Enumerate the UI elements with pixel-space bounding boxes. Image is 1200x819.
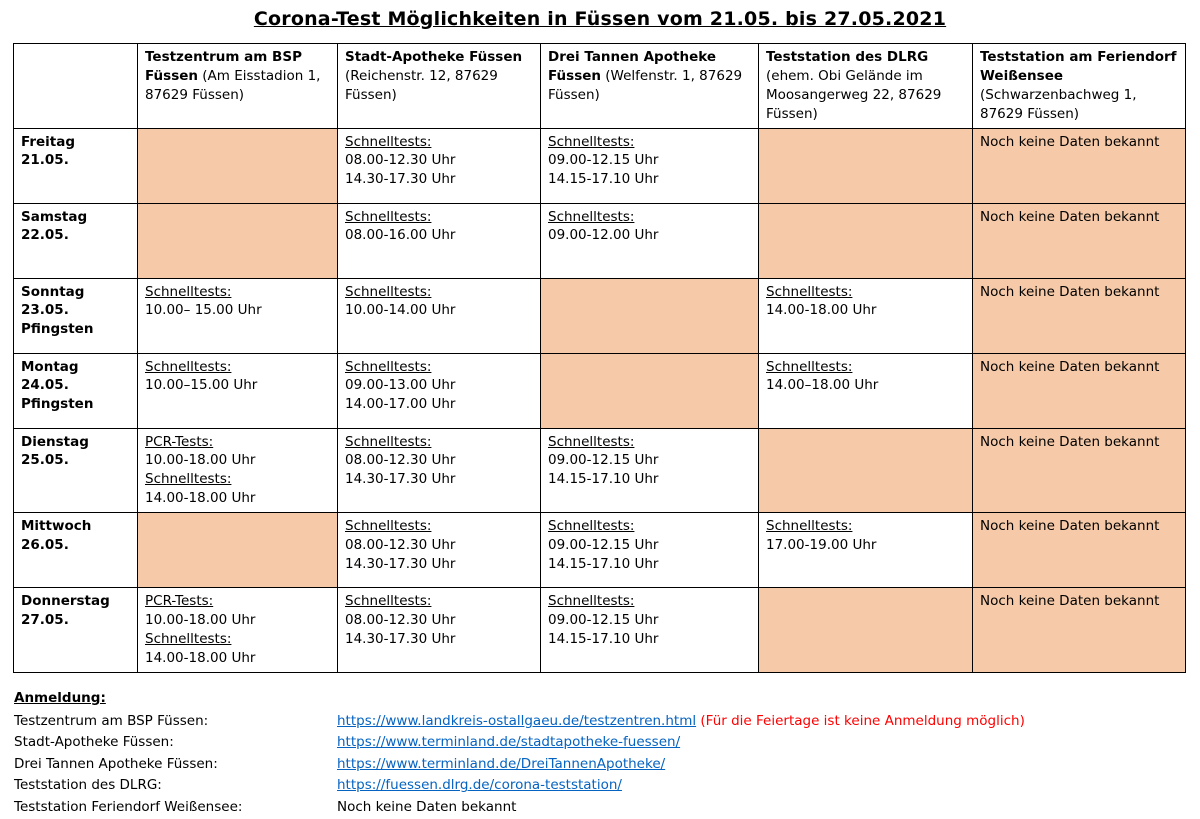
test-time-text: 09.00-12.15 Uhr [548,452,659,469]
schedule-cell [338,428,541,513]
day-label-line: Donnerstag [21,593,110,610]
test-time-text: 14.00-18.00 Uhr [145,649,256,666]
registration-text: Noch keine Daten bekannt [337,799,517,816]
registration-link[interactable]: https://fuessen.dlrg.de/corona-teststation/ [337,777,622,794]
day-cell [14,428,138,513]
test-time-text: 08.00-12.30 Uhr [345,152,456,169]
test-type-label: Schnelltests: [766,283,853,300]
schedule-cell [759,353,973,428]
location-name: Teststation am Feriendorf Weißensee [980,49,1177,84]
test-time-text: Noch keine Daten bekannt [980,593,1160,610]
test-type-label: Schnelltests: [145,630,232,647]
day-label-line: 27.05. [21,612,69,629]
day-cell [14,203,138,278]
test-time-text: 14.30-17.30 Uhr [345,471,456,488]
day-label-line: 25.05. [21,452,69,469]
day-column-header [14,44,138,129]
day-label-line: Pfingsten [21,321,94,338]
test-time-text: 10.00–15.00 Uhr [145,377,258,394]
page-title: Corona-Test Möglichkeiten in Füssen vom 21.05. bis 27.05.2021 [253,8,947,30]
registration-section [14,690,1200,819]
test-time-text: Noch keine Daten bekannt [980,358,1160,375]
test-time-text: Noch keine Daten bekannt [980,283,1160,300]
test-time-text: 09.00-12.00 Uhr [548,227,659,244]
day-label-line: Pfingsten [21,396,94,413]
location-address: (ehem. Obi Gelände im Moosangerweg 22, 87629 Füssen) [766,67,942,122]
schedule-cell [338,128,541,203]
test-type-label: Schnelltests: [145,358,232,375]
test-type-label: Schnelltests: [145,471,232,488]
schedule-cell [338,353,541,428]
registration-entry-value [337,711,1025,733]
day-cell [14,588,138,673]
test-type-label: Schnelltests: [766,518,853,535]
test-time-text: Noch keine Daten bekannt [980,518,1160,535]
schedule-cell [973,588,1186,673]
test-type-label: Schnelltests: [345,133,432,150]
registration-entry [14,775,1200,797]
schedule-cell [338,513,541,588]
test-time-text: 17.00-19.00 Uhr [766,537,877,554]
test-time-text: 09.00-12.15 Uhr [548,152,659,169]
test-time-text: 14.00–18.00 Uhr [766,377,879,394]
test-time-text: 08.00-12.30 Uhr [345,452,456,469]
location-name: Teststation des DLRG [766,49,929,65]
table-row [14,428,1186,513]
test-type-label: Schnelltests: [345,358,432,375]
empty-schedule-cell [138,128,338,203]
day-label-line: Dienstag [21,433,89,450]
test-time-text: 14.15-17.10 Uhr [548,471,659,488]
table-row [14,513,1186,588]
day-label-line: 26.05. [21,537,69,554]
registration-entry [14,797,1200,819]
table-row [14,278,1186,353]
schedule-cell [138,588,338,673]
test-type-label: Schnelltests: [345,283,432,300]
registration-entry-label: Teststation des DLRG: [14,777,162,794]
empty-schedule-cell [541,278,759,353]
day-label-line: 23.05. [21,302,69,319]
registration-heading: Anmeldung: [14,689,106,706]
schedule-cell [973,353,1186,428]
test-time-text: 08.00-12.30 Uhr [345,537,456,554]
day-label-line: Freitag [21,133,76,150]
day-cell [14,513,138,588]
registration-entries [14,711,1200,819]
test-time-text: 10.00-18.00 Uhr [145,452,256,469]
schedule-cell [541,128,759,203]
registration-entry-label: Stadt-Apotheke Füssen: [14,734,174,751]
test-type-label: Schnelltests: [548,133,635,150]
test-time-text: 14.30-17.30 Uhr [345,630,456,647]
empty-schedule-cell [759,128,973,203]
schedule-cell [541,428,759,513]
table-row [14,353,1186,428]
day-label-line: 24.05. [21,377,69,394]
day-label-line: 21.05. [21,152,69,169]
schedule-cell [973,513,1186,588]
day-label-line: 22.05. [21,227,69,244]
table-row [14,203,1186,278]
registration-entry-value [337,732,680,754]
empty-schedule-cell [541,353,759,428]
test-type-label: Schnelltests: [548,518,635,535]
location-name: Testzentrum am BSP Füssen [145,49,302,84]
test-time-text: 08.00-12.30 Uhr [345,612,456,629]
test-time-text: 14.15-17.10 Uhr [548,171,659,188]
test-time-text: Noch keine Daten bekannt [980,208,1160,225]
test-time-text: 14.00-18.00 Uhr [766,302,877,319]
registration-entry [14,711,1200,733]
test-type-label: Schnelltests: [548,433,635,450]
test-type-label: Schnelltests: [345,433,432,450]
empty-schedule-cell [759,428,973,513]
registration-entry-label: Teststation Feriendorf Weißensee: [14,799,243,816]
location-address: (Am Eisstadion 1, 87629 Füssen) [145,67,321,103]
test-time-text: 14.15-17.10 Uhr [548,555,659,572]
empty-schedule-cell [759,588,973,673]
day-cell [14,128,138,203]
schedule-cell [138,278,338,353]
location-address: (Welfenstr. 1, 87629 Füssen) [548,67,743,103]
registration-entry-label: Testzentrum am BSP Füssen: [14,712,209,729]
schedule-cell [973,128,1186,203]
registration-link[interactable]: https://www.terminland.de/stadtapotheke-fuessen/ [337,734,681,751]
test-time-text: 08.00-16.00 Uhr [345,227,456,244]
test-time-text: 14.00-18.00 Uhr [145,490,256,507]
schedule-cell [338,588,541,673]
test-time-text: 09.00-12.15 Uhr [548,537,659,554]
location-column-header [541,44,759,129]
test-time-text: Noch keine Daten bekannt [980,433,1160,450]
registration-entry-value [337,797,516,819]
test-type-label: PCR-Tests: [145,433,214,450]
test-time-text: Noch keine Daten bekannt [980,133,1160,150]
test-type-label: Schnelltests: [145,283,232,300]
schedule-cell [973,278,1186,353]
schedule-cell [759,513,973,588]
test-time-text: 10.00– 15.00 Uhr [145,302,262,319]
day-cell [14,353,138,428]
schedule-cell [138,353,338,428]
location-column-header [973,44,1186,129]
day-label-line: Mittwoch [21,518,92,535]
location-column-header [338,44,541,129]
test-type-label: PCR-Tests: [145,593,214,610]
test-time-text: 10.00-18.00 Uhr [145,612,256,629]
test-type-label: Schnelltests: [345,593,432,610]
day-label-line: Samstag [21,208,88,225]
registration-entry [14,732,1200,754]
location-column-header [138,44,338,129]
test-type-label: Schnelltests: [766,358,853,375]
day-label-line: Sonntag [21,283,85,300]
schedule-cell [138,428,338,513]
registration-link[interactable]: https://www.terminland.de/DreiTannenApotheke/ [337,755,666,772]
schedule-cell [759,278,973,353]
table-row [14,128,1186,203]
test-type-label: Schnelltests: [548,593,635,610]
registration-entry [14,754,1200,776]
schedule-cell [338,203,541,278]
location-column-header [759,44,973,129]
test-time-text: 10.00-14.00 Uhr [345,302,456,319]
location-name: Stadt-Apotheke Füssen [345,49,523,65]
test-time-text: 09.00-12.15 Uhr [548,612,659,629]
registration-note: (Für die Feiertage ist keine Anmeldung möglich) [696,712,1025,729]
registration-entry-value [337,754,665,776]
schedule-cell [541,588,759,673]
empty-schedule-cell [759,203,973,278]
test-time-text: 14.00-17.00 Uhr [345,396,456,413]
location-address: (Reichenstr. 12, 87629 Füssen) [345,67,498,103]
empty-schedule-cell [138,513,338,588]
header-row [14,44,1186,129]
schedule-cell [338,278,541,353]
schedule-cell [973,203,1186,278]
registration-entry-value [337,775,622,797]
schedule-cell [541,513,759,588]
location-address: (Schwarzenbachweg 1, 87629 Füssen) [980,86,1137,122]
test-time-text: 14.30-17.30 Uhr [345,171,456,188]
day-label-line: Montag [21,358,79,375]
test-type-label: Schnelltests: [345,208,432,225]
schedule-cell [973,428,1186,513]
schedule-cell [541,203,759,278]
registration-link[interactable]: https://www.landkreis-ostallgaeu.de/testzentren.html [337,712,697,729]
registration-entry-label: Drei Tannen Apotheke Füssen: [14,755,218,772]
test-type-label: Schnelltests: [345,518,432,535]
test-time-text: 09.00-13.00 Uhr [345,377,456,394]
test-time-text: 14.30-17.30 Uhr [345,555,456,572]
empty-schedule-cell [138,203,338,278]
page [0,8,1200,816]
location-name: Drei Tannen Apotheke Füssen [548,49,716,84]
table-row [14,588,1186,673]
test-type-label: Schnelltests: [548,208,635,225]
test-schedule-table [13,43,1186,673]
test-time-text: 14.15-17.10 Uhr [548,630,659,647]
day-cell [14,278,138,353]
